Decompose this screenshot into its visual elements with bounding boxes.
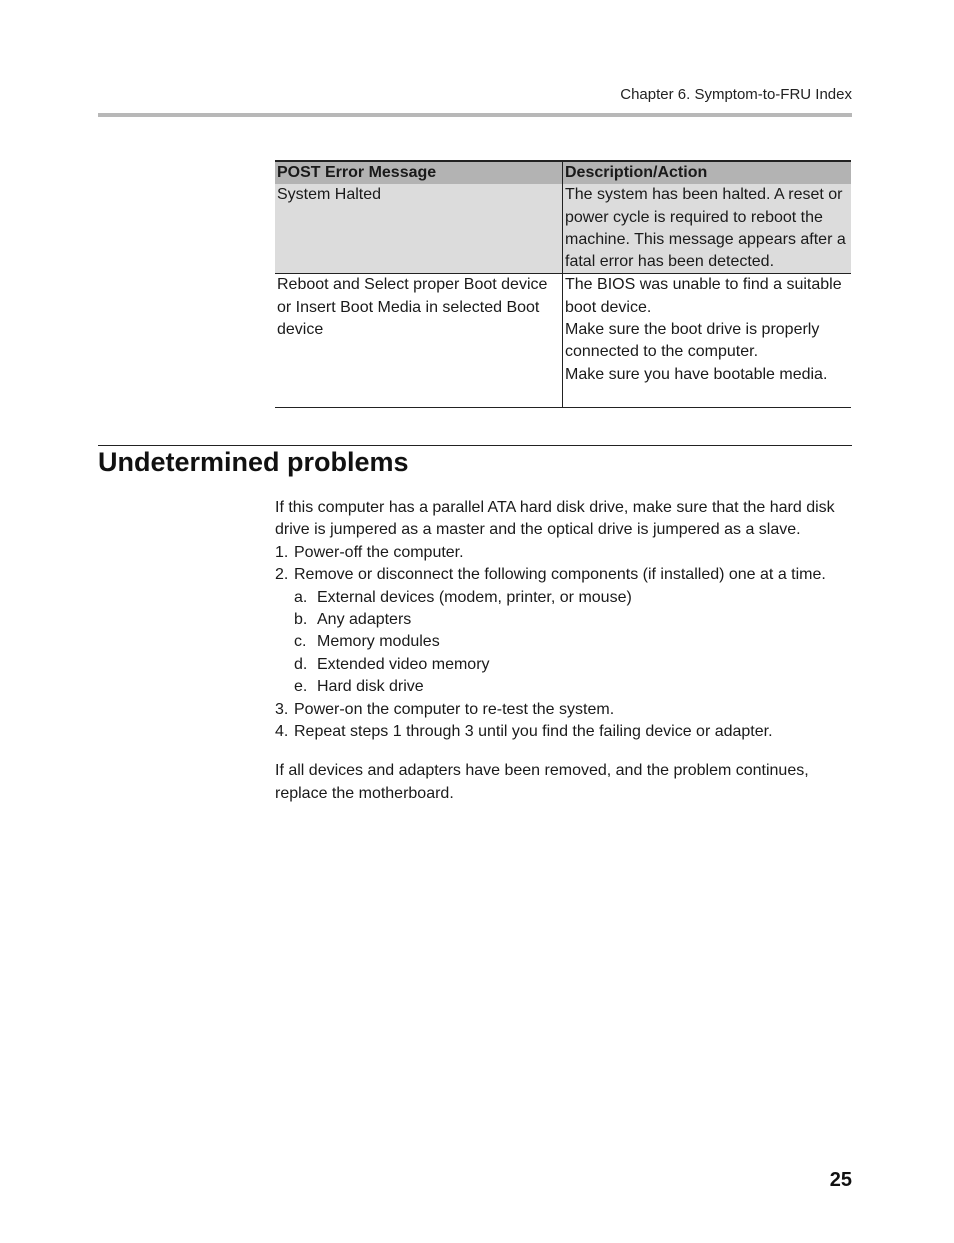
sub-step-text: Extended video memory [317,655,490,673]
step-text: Power-off the computer. [294,543,464,561]
sub-step-text: Any adapters [317,611,412,629]
sub-steps-list [294,587,855,699]
column-header-message: POST Error Message [275,161,563,184]
list-item [294,676,855,698]
table-row [275,274,851,408]
list-item [294,654,855,676]
list-item [275,564,855,698]
description-line: The BIOS was unable to find a suitable boot device. [565,276,842,316]
sub-step-letter: e. [294,678,308,696]
description-line: Make sure the boot drive is properly connected to the computer. [565,321,820,361]
sub-step-text: Memory modules [317,633,440,651]
list-item [275,542,855,564]
sub-step-text: Hard disk drive [317,678,424,696]
chapter-header: Chapter 6. Symptom-to-FRU Index [620,86,852,103]
sub-step-text: External devices (modem, printer, or mouse) [317,588,632,606]
column-header-description: Description/Action [563,161,852,184]
sub-step-letter: c. [294,633,307,651]
list-item [294,609,855,631]
intro-paragraph: If this computer has a parallel ATA hard disk drive, make sure that the hard disk drive is jumpered as a master and the optical drive is jumpered as a slave. [275,499,835,539]
description-cell [563,184,852,274]
sub-step-letter: a. [294,588,308,606]
list-item [294,631,855,653]
step-number: 4. [275,723,289,741]
description-cell [563,274,852,408]
steps-list [275,542,855,744]
closing-paragraph: If all devices and adapters have been removed, and the problem continues, replace the motherboard. [275,762,809,802]
list-item [275,721,855,743]
step-number: 1. [275,543,289,561]
list-item [275,699,855,721]
description-line: The system has been halted. A reset or power cycle is required to reboot the machine. This message appears after a fatal error has been detected. [565,186,846,271]
table-row [275,184,851,274]
section-body [275,497,855,805]
list-item [294,587,855,609]
description-line: Make sure you have bootable media. [565,365,828,383]
post-message-cell: Reboot and Select proper Boot device or Insert Boot Media in selected Boot device [275,274,563,408]
step-number: 3. [275,700,289,718]
sub-step-letter: d. [294,655,308,673]
step-number: 2. [275,566,289,584]
section-title: Undetermined problems [98,447,409,477]
table-header-row [275,161,851,184]
step-text: Repeat steps 1 through 3 until you find the failing device or adapter. [294,723,773,741]
post-error-table [275,160,851,408]
step-text: Remove or disconnect the following components (if installed) one at a time. [294,566,826,584]
header-rule [98,113,852,117]
sub-step-letter: b. [294,611,308,629]
page-number: 25 [829,1169,852,1191]
step-text: Power-on the computer to re-test the system. [294,700,615,718]
post-message-cell: System Halted [275,184,563,274]
